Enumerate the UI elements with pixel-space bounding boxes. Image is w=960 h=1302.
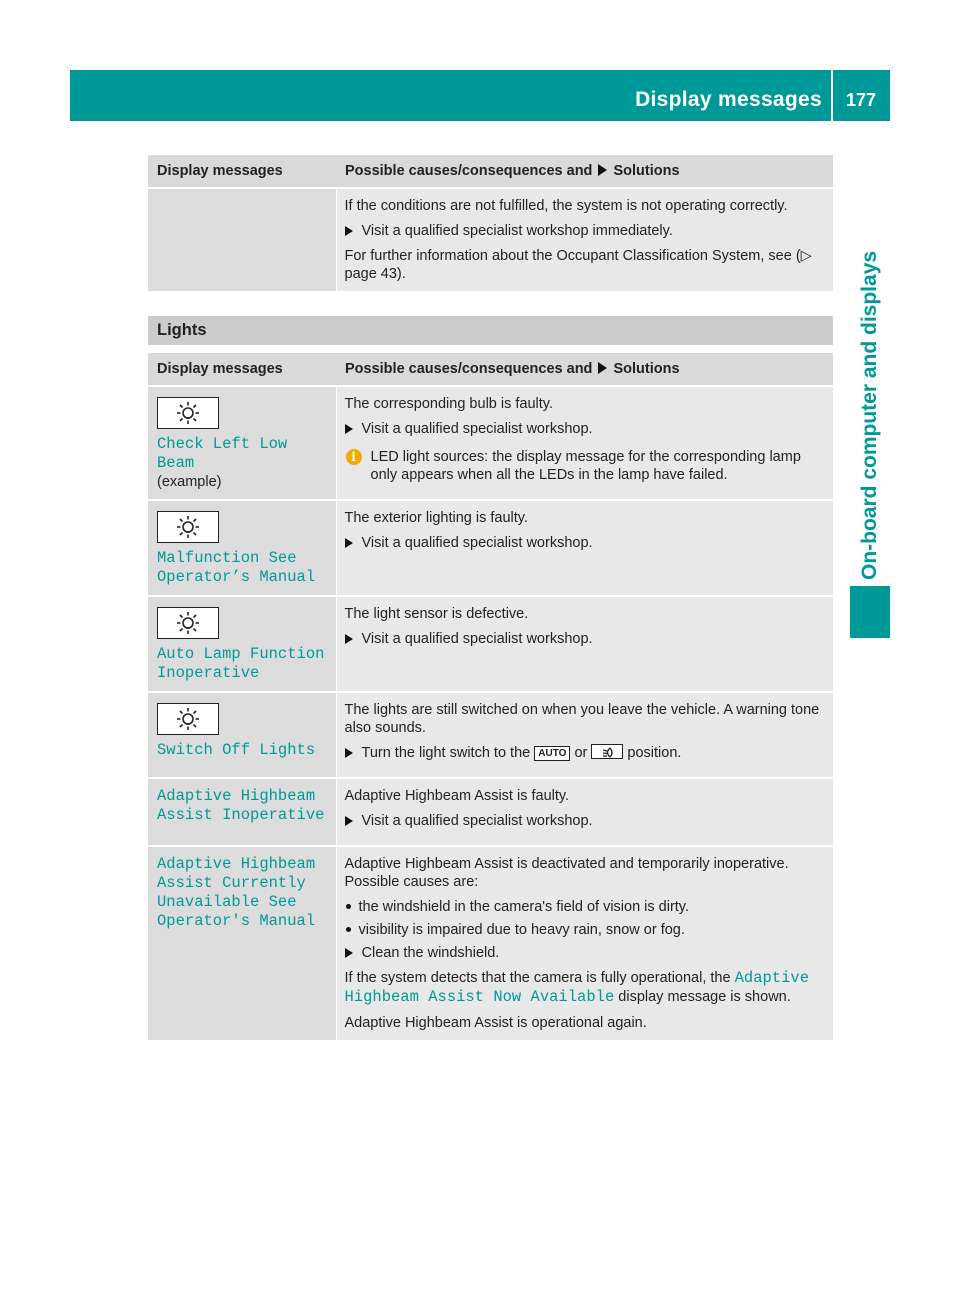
side-tab-label: On-board computer and displays: [858, 250, 881, 580]
message-cell: [148, 778, 336, 846]
action-text-pre: Turn the light switch to the: [361, 745, 531, 761]
low-beam-icon: [591, 744, 623, 759]
cause-cell: [336, 692, 833, 778]
lamp-warning-icon: [157, 511, 219, 543]
lamp-warning-icon: [157, 703, 219, 735]
message-cell: [148, 188, 336, 291]
page-title: Display messages: [635, 88, 822, 111]
action-text: [345, 744, 826, 762]
cause-cell: [336, 778, 833, 846]
col-header-display-messages: Display messages: [148, 155, 336, 188]
col-header-causes: [336, 353, 833, 386]
action-text: Visit a qualified specialist workshop.: [345, 534, 826, 552]
col-header-causes: [336, 155, 833, 188]
action-text: Visit a qualified specialist workshop immediately.: [345, 222, 826, 240]
table-row: [148, 596, 833, 692]
col-header-solutions-text: Solutions: [613, 361, 680, 377]
cause-text: If the conditions are not fulfilled, the system is not operating correctly.: [344, 198, 788, 214]
table-row: [148, 188, 833, 291]
table-row: [148, 846, 833, 1040]
cause-cell: [336, 846, 833, 1040]
cause-text: The corresponding bulb is faulty.: [344, 396, 553, 412]
display-message-inline: Adaptive Highbeam Assist Now Available: [344, 969, 810, 1006]
message-cell: [148, 596, 336, 692]
cause-cell: [336, 596, 833, 692]
col-header-solutions-text: Solutions: [613, 163, 680, 179]
play-arrow-icon: [598, 362, 607, 374]
lights-table: [148, 353, 833, 1040]
action-text-post: position.: [627, 745, 682, 761]
cause-cell: [336, 386, 833, 500]
cause-text: The exterior lighting is faulty.: [344, 510, 528, 526]
message-cell: [148, 386, 336, 500]
action-text-or: or: [574, 745, 588, 761]
display-message: Adaptive Highbeam Assist Inoperative: [157, 787, 325, 824]
message-cell: [148, 500, 336, 596]
bullet-item: visibility is impaired due to heavy rain, snow or fog.: [345, 921, 826, 939]
action-text: Visit a qualified specialist workshop.: [345, 812, 826, 830]
message-cell: [148, 692, 336, 778]
cause-cell: [336, 188, 833, 291]
action-text: Visit a qualified specialist workshop.: [345, 630, 826, 648]
info-note: [345, 448, 826, 484]
display-message: Switch Off Lights: [157, 741, 316, 759]
lamp-warning-icon: [157, 607, 219, 639]
message-note: (example): [157, 474, 222, 490]
action-text: Clean the windshield.: [345, 944, 826, 962]
table-row: [148, 778, 833, 846]
header-separator: [831, 70, 833, 121]
display-message: Adaptive Highbeam Assist Currently Unavailable See Operator's Manual: [157, 855, 316, 930]
cause-cell: [336, 500, 833, 596]
display-message: Malfunction See Operator’s Manual: [157, 549, 316, 586]
col-header-causes-text: Possible causes/consequences and: [345, 361, 593, 377]
result-text-pre: If the system detects that the camera is fully operational, the: [344, 970, 731, 986]
table-row: [148, 500, 833, 596]
col-header-display-messages: Display messages: [148, 353, 336, 386]
bullet-item: the windshield in the camera's field of vision is dirty.: [345, 898, 826, 916]
action-text: Visit a qualified specialist workshop.: [345, 420, 826, 438]
cause-text: Adaptive Highbeam Assist is faulty.: [344, 788, 570, 804]
table-row: [148, 692, 833, 778]
table-row: [148, 386, 833, 500]
result-text: [345, 969, 826, 1007]
display-message: Auto Lamp Function Inoperative: [157, 645, 325, 682]
message-cell: [148, 846, 336, 1040]
play-arrow-icon: [598, 164, 607, 176]
info-icon: i: [346, 449, 362, 465]
cause-text: Adaptive Highbeam Assist is deactivated and temporarily inoperative. Possible causes are:: [344, 856, 789, 890]
result-text-last: Adaptive Highbeam Assist is operational again.: [344, 1015, 647, 1031]
result-text-post: display message is shown.: [618, 989, 791, 1005]
auto-light-icon: AUTO: [534, 746, 570, 761]
side-tab-marker: [850, 586, 890, 638]
section-title: Lights: [148, 316, 833, 345]
reference-text: For further information about the Occupant Classification System, see (▷ page 43).: [344, 248, 812, 282]
display-message: Check Left Low Beam: [157, 435, 288, 472]
cause-text: The lights are still switched on when you leave the vehicle. A warning tone also sounds.: [344, 702, 820, 736]
lamp-warning-icon: [157, 397, 219, 429]
cause-text: The light sensor is defective.: [344, 606, 529, 622]
info-text: LED light sources: the display message for the corresponding lamp only appears when all the LEDs in the lamp have failed.: [370, 449, 801, 483]
col-header-causes-text: Possible causes/consequences and: [345, 163, 593, 179]
page-number: 177: [846, 90, 877, 110]
top-table: [148, 155, 833, 291]
